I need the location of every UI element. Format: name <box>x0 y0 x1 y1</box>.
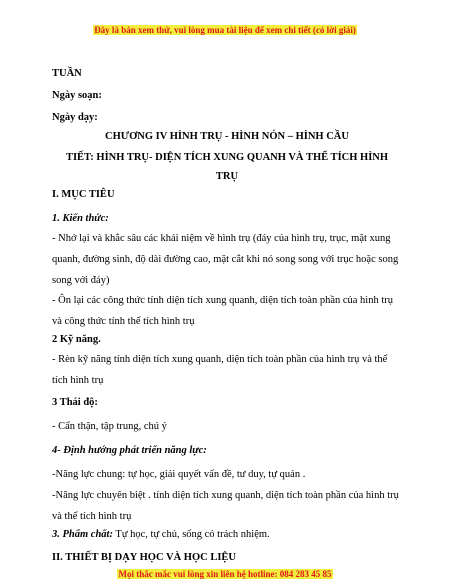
preview-notice <box>0 25 450 35</box>
competency-specific: -Năng lực chuyên biệt . tính diện tích xung quanh, diện tích toàn phần của hình trụ và thể tích hình trụ <box>52 490 399 522</box>
teach-date-label: Ngày dạy: <box>52 112 98 123</box>
prep-date-label: Ngày soạn: <box>52 90 102 101</box>
lesson-title-line-2: TRỤ <box>215 171 239 182</box>
quality-heading: 3. Phẩm chất: <box>52 529 113 540</box>
knowledge-paragraph-2: - Ôn lại các công thức tính diện tích xung quanh, diện tích toàn phần của hình trụ và công thức tính thể tích hình trụ <box>52 295 394 327</box>
competency-heading: 4- Định hướng phát triển năng lực: <box>52 445 207 456</box>
quality-text: Tự học, tự chủ, sống có trách nhiệm. <box>112 529 270 540</box>
knowledge-paragraph-1: - Nhớ lại và khắc sâu các khái niệm về hình trụ (đáy của hình trụ, trục, mặt xung quanh, đường sinh, độ dài đường cao, mặt cắt khi nó song song với trục hoặc song song với đáy) <box>52 233 399 286</box>
skills-heading: 2 Kỹ năng. <box>52 334 101 345</box>
knowledge-heading: 1. Kiến thức: <box>52 213 109 224</box>
competency-general: -Năng lực chung: tự học, giải quyết vấn đề, tư duy, tự quản . <box>52 469 306 480</box>
chapter-title: CHƯƠNG IV HÌNH TRỤ - HÌNH NÓN – HÌNH CẦU <box>105 131 349 142</box>
preview-notice-text: Đây là bản xem thử, vui lòng mua tài liệu để xem chi tiết (có lời giải) <box>94 25 356 35</box>
week-label: TUẦN <box>52 68 82 79</box>
section-1-heading: I. MỤC TIÊU <box>52 189 115 200</box>
skills-paragraph: - Rèn kỹ năng tính diện tích xung quanh, diện tích toàn phần của hình trụ và thể tích hình trụ <box>52 354 388 386</box>
hotline-notice <box>0 569 450 579</box>
quality-line <box>52 529 270 540</box>
hotline-notice-text: Mọi thắc mắc vui lòng xin liên hệ hotline: 084 283 45 85 <box>118 569 332 579</box>
attitude-heading: 3 Thái độ: <box>52 397 98 408</box>
attitude-paragraph: - Cẩn thận, tập trung, chú ý <box>52 421 167 432</box>
lesson-title-line-1: TIẾT: HÌNH TRỤ- DIỆN TÍCH XUNG QUANH VÀ THỂ TÍCH HÌNH <box>65 152 389 163</box>
section-2-heading: II. THIẾT BỊ DẠY HỌC VÀ HỌC LIỆU <box>52 552 236 563</box>
